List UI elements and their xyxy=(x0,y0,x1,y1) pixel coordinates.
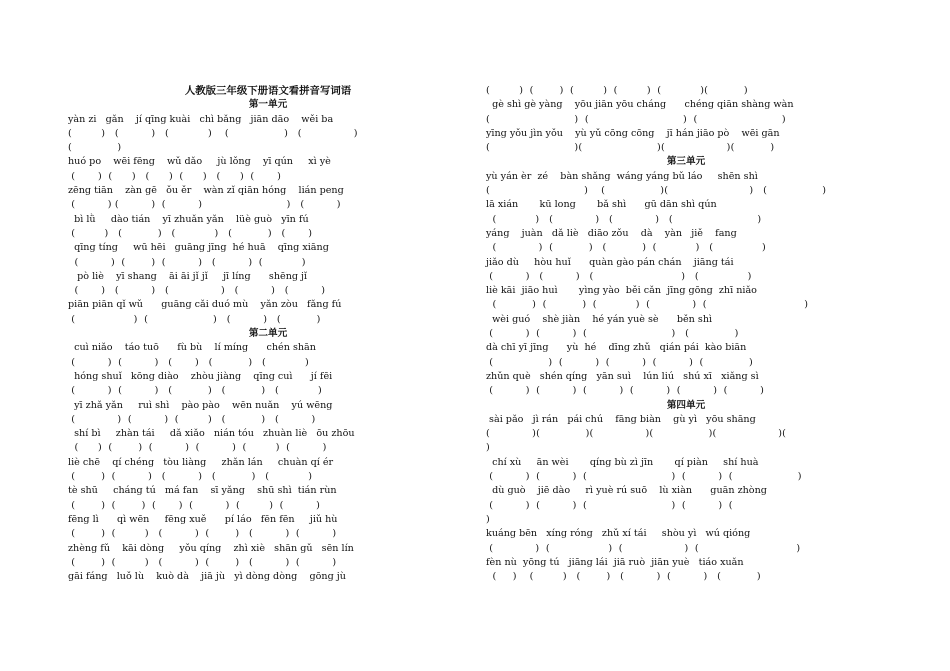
answer-blank-line: ( ) ( ) ( ) ( ) ( ) xyxy=(68,413,316,425)
pinyin-line: shí bì zhàn tái dǎ xiǎo nián tóu zhuàn liè ōu zhōu xyxy=(68,428,355,440)
answer-blank-line: ) xyxy=(486,513,490,525)
answer-blank-line: ( ) ( ) ( ) ( ) ( ) ( ) xyxy=(68,528,337,540)
answer-blank-line: ( ) ( ) ( ) ( ) ( ) ( ) xyxy=(68,556,337,568)
pinyin-line: dà chī yī jīng yù hé dīng zhǔ qián pái kào biān xyxy=(486,342,747,354)
left-column xyxy=(68,84,468,584)
answer-blank-line: ( ) ( )( ) ( ) xyxy=(486,185,827,197)
answer-blank-line: ( ) ( ) ( ) ( ) xyxy=(68,313,321,325)
pinyin-line: yīng yǒu jìn yǒu yù yǔ cōng cōng jī hán jiāo pò wēi gān xyxy=(486,127,780,139)
answer-blank-line: ( ) ( ) ( ) ( ) ( xyxy=(486,499,733,511)
pinyin-line: huó po wēi fēng wǔ dǎo jù lǒng yī qún xì yè xyxy=(68,156,331,168)
answer-blank-line: ( ) ( ) ( ) ( ) ( ) xyxy=(486,471,802,483)
answer-blank-line: ( ) ( ) ( ) ( ) xyxy=(486,213,762,225)
pinyin-line: fèn nù yōng tú jiāng lái jiā ruò jiān yuè tiáo xuǎn xyxy=(486,556,744,568)
pinyin-line: chí xù ān wèi qíng bù zì jīn qí piàn shí huà xyxy=(486,456,759,468)
unit-heading: 第四单元 xyxy=(666,399,706,411)
answer-blank-line: ( ) ( ) ( ) ( ) xyxy=(486,328,739,340)
pinyin-line: tè shū cháng tú má fan sī yǎng shū shì tián rùn xyxy=(68,485,337,497)
pinyin-line: dù guò jiē dào rì yuè rú suō lù xiàn guān zhòng xyxy=(486,485,767,497)
answer-blank-line: ( ) ( ) ( ) ( ) xyxy=(486,270,752,282)
pinyin-line: yàn zi gǎn jí qīng kuài chì bǎng jiān dāo wěi ba xyxy=(68,113,334,125)
answer-blank-line: ( )( )( )( ) xyxy=(486,142,775,154)
answer-blank-line: ( ) ( ) ( ) ) ( ) xyxy=(68,199,341,211)
pinyin-line: yī zhǎ yǎn ruì shì pào pào wēn nuǎn yú wēng xyxy=(68,399,333,411)
right-column xyxy=(486,84,886,584)
pinyin-line: hóng shuǐ kōng diào zhòu jiàng qīng cuì jí fēi xyxy=(68,370,333,382)
answer-blank-line: ( ) ( ) ( ) ( ) ( ) xyxy=(486,356,753,368)
answer-blank-line: ( ) ( ) ( ) ( ) ( ) xyxy=(68,356,309,368)
answer-blank-line: ( ) ( ) ( ) ( ) ( ) ( ) xyxy=(486,385,765,397)
answer-blank-line: ( ) ( ) ( ) ( ) ( ) xyxy=(68,471,313,483)
answer-blank-line: ( ) ( ) ( ) ( ) ( ) ( ) xyxy=(68,499,321,511)
pinyin-line: wèi guó shè jiàn hé yán yuè sè běn shì xyxy=(486,313,713,325)
unit-heading: 第一单元 xyxy=(248,99,288,111)
answer-blank-line: ( ) ( ) ( ) ( ) ( ) xyxy=(486,299,809,311)
pinyin-line: kuáng bēn xíng róng zhǔ xí tái shòu yì wú qióng xyxy=(486,528,751,540)
pinyin-line: gāi fáng luǒ lù kuò dà jiā jù yì dòng dòng gōng jù xyxy=(68,571,346,583)
pinyin-line: liè chē qí chéng tòu liàng zhǎn lán chuàn qí ér xyxy=(68,456,334,468)
pinyin-line: yáng juàn dǎ liè diāo zǒu dà yàn jiě fang xyxy=(486,227,737,239)
pinyin-line: jiǎo dù hòu huǐ quàn gào pán chán jiāng tái xyxy=(486,256,734,268)
pinyin-line: lā xián kū long bǎ shì gū dān shì qún xyxy=(486,199,717,211)
pinyin-line: zhèng fǔ kāi dòng yǒu qíng zhì xiè shān gǔ sēn lín xyxy=(68,542,354,554)
answer-blank-line: ( ) ( ) ( ) ( ) ( ) xyxy=(68,127,358,139)
pinyin-line: zēng tiān zàn gē ǒu ěr wàn zǐ qiān hóng lián peng xyxy=(68,185,344,197)
pinyin-line: yù yán èr zé bàn shǎng wáng yáng bǔ láo shēn shì xyxy=(486,170,758,182)
pinyin-line: gè shì gè yàng yōu jiān yōu cháng chéng qiān shàng wàn xyxy=(486,99,794,111)
answer-blank-line: ) xyxy=(486,442,490,454)
answer-blank-line: ( ) ( ) ( ) ( ) ( )( ) xyxy=(486,85,748,96)
pinyin-line: sài pǎo jì rán pái chú fāng biàn gù yì yōu shāng xyxy=(486,413,756,425)
answer-blank-line: ( ) ( ) ( ) ( ) ( ) xyxy=(68,227,313,239)
pinyin-line: qīng tíng wū hēi guāng jīng hé huā qīng xiāng xyxy=(68,242,329,254)
answer-blank-line: ( ) ( ) ( ) ( ) xyxy=(486,542,801,554)
answer-blank-line: ( ) ( ) ( ) ( ) ( ) xyxy=(486,242,766,254)
pinyin-line: cuì niǎo táo tuō fù bù lí míng chén shān xyxy=(68,342,316,354)
answer-blank-line: ( ) ( ) ( ) ( ) ( ) ( ) xyxy=(486,571,761,583)
answer-blank-line: ( ) ( ) ( ) ( ) ( ) ( ) xyxy=(68,442,327,454)
answer-blank-line: ( ) ( ) ( ) ( ) ( ) xyxy=(68,256,306,268)
answer-blank-line: ( ) ( ) ( ) xyxy=(486,113,786,125)
document-title: 人教版三年级下册语文看拼音写词语 xyxy=(184,85,352,97)
pinyin-line: piān piān qǐ wǔ guāng cǎi duó mù yǎn zòu fǎng fú xyxy=(68,299,342,311)
unit-heading: 第三单元 xyxy=(666,156,706,168)
unit-heading: 第二单元 xyxy=(248,328,288,340)
pinyin-line: pò liè yī shang āi āi jǐ jǐ jī líng shēng jǐ xyxy=(68,270,308,282)
pinyin-line: zhǔn què shén qíng yān suì lún liú shú xī xiǎng sì xyxy=(486,370,759,382)
answer-blank-line: ( ) ( ) ( ) ( ) ( ) ( ) xyxy=(68,170,282,182)
pinyin-line: liè kāi jiāo huì yìng yào běi cǎn jīng gōng zhī niǎo xyxy=(486,285,757,297)
pinyin-line: fēng lì qì wēn fēng xuě pí láo fēn fēn jiǔ hù xyxy=(68,513,338,525)
answer-blank-line: ( ) ( ) ( ) ( ) ( ) xyxy=(68,385,322,397)
answer-blank-line: ( ) ( ) ( ) ( ) ( ) xyxy=(68,285,326,297)
answer-blank-line: ( ) xyxy=(68,142,122,154)
answer-blank-line: ( )( )( )( )( )( xyxy=(486,428,787,440)
pinyin-line: bì lǜ dào tián yī zhuǎn yǎn lüè guò yīn fú xyxy=(68,213,309,225)
